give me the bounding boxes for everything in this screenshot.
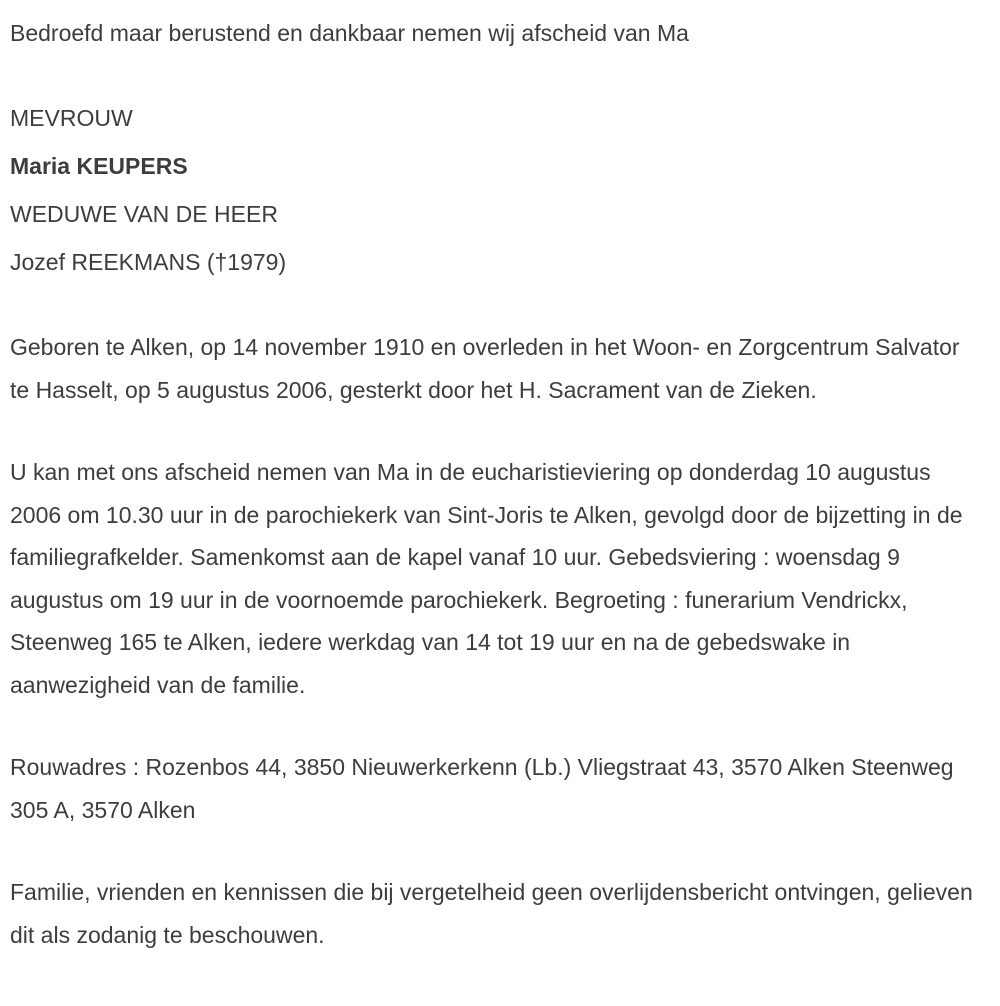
deceased-header (10, 94, 976, 286)
closing-paragraph: Familie, vrienden en kennissen die bij vergetelheid geen overlijdensbericht ontvingen, gelieven dit als zodanig te beschouwen. (10, 879, 973, 948)
mourning-address-paragraph: Rouwadres : Rozenbos 44, 3850 Nieuwerkerkenn (Lb.) Vliegstraat 43, 3570 Alken Steenweg 305 A, 3570 Alken (10, 754, 954, 823)
obituary-intro-line: Bedroefd maar berustend en dankbaar nemen wij afscheid van Ma (10, 20, 689, 46)
widow-of-label: WEDUWE VAN DE HEER (10, 201, 278, 227)
spouse-name: Jozef REEKMANS (†1979) (10, 249, 287, 275)
birth-death-paragraph: Geboren te Alken, op 14 november 1910 en overleden in het Woon- en Zorgcentrum Salvator te Hasselt, op 5 augustus 2006, gesterkt door het H. Sacrament van de Zieken. (10, 334, 960, 403)
deceased-title: MEVROUW (10, 105, 133, 131)
service-details-paragraph: U kan met ons afscheid nemen van Ma in de eucharistieviering op donderdag 10 augustus 2006 om 10.30 uur in de parochiekerk van Sint-Joris te Alken, gevolgd door de bijzetting in de familiegrafkelder. Samenkomst aan de kapel vanaf 10 uur. Gebedsviering : woensdag 9 augustus om 19 uur in de voornoemde parochiekerk. Begroeting : funerarium Vendrickx, Steenweg 165 te Alken, iedere werkdag van 14 tot 19 uur en na de gebedswake in aanwezigheid van de familie. (10, 459, 963, 698)
obituary-document (10, 12, 976, 956)
deceased-name: Maria KEUPERS (10, 153, 188, 179)
